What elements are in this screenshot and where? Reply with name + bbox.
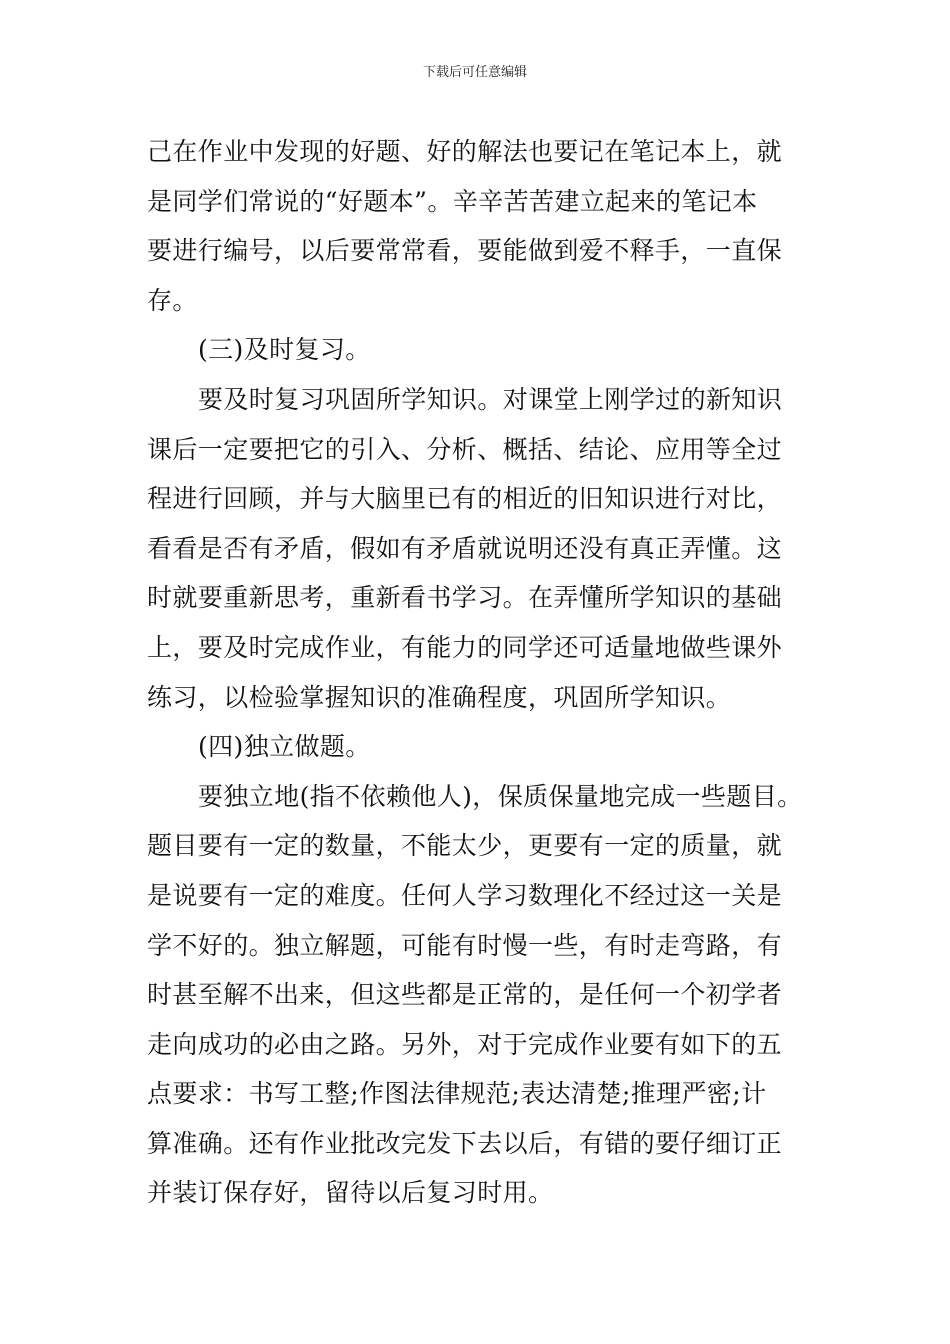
text-line: 要及时复习巩固所学知识。对课堂上刚学过的新知识 <box>198 384 783 414</box>
text-line: 并装订保存好，留待以后复习时用。 <box>147 1178 554 1208</box>
body-text <box>147 127 827 1218</box>
text-line: 看看是否有矛盾，假如有矛盾就说明还没有真正弄懂。这 <box>147 533 783 563</box>
text-line: 时甚至解不出来，但这些都是正常的，是任何一个初学者 <box>147 980 783 1010</box>
text-line: 学不好的。独立解题，可能有时慢一些，有时走弯路，有 <box>147 930 783 960</box>
text-line: 课后一定要把它的引入、分析、概括、结论、应用等全过 <box>147 434 783 464</box>
text-line: 要独立地(指不依赖他人)，保质保量地完成一些题目。 <box>198 781 803 811</box>
text-line: 题目要有一定的数量，不能太少，更要有一定的质量，就 <box>147 831 783 861</box>
text-line: 上，要及时完成作业，有能力的同学还可适量地做些课外 <box>147 632 783 662</box>
text-line: 程进行回顾，并与大脑里已有的相近的旧知识进行对比， <box>147 484 783 514</box>
section-heading: (四)独立做题。 <box>198 732 371 762</box>
text-line: 时就要重新思考，重新看书学习。在弄懂所学知识的基础 <box>147 583 783 613</box>
page-header: 下载后可任意编辑 <box>422 65 527 80</box>
text-line: 要进行编号，以后要常常看，要能做到爱不释手，一直保 <box>147 236 783 266</box>
text-line: 存。 <box>147 285 198 315</box>
text-line: 走向成功的必由之路。另外，对于完成作业要有如下的五 <box>147 1029 783 1059</box>
text-line: 是说要有一定的难度。任何人学习数理化不经过这一关是 <box>147 880 783 910</box>
section-heading: (三)及时复习。 <box>198 335 371 365</box>
text-line: 练习，以检验掌握知识的准确程度，巩固所学知识。 <box>147 682 732 712</box>
text-line: 是同学们常说的“好题本”。辛辛苦苦建立起来的笔记本 <box>147 186 758 216</box>
text-line: 点要求：书写工整;作图法律规范;表达清楚;推理严密;计 <box>147 1079 767 1109</box>
text-line: 算准确。还有作业批改完发下去以后，有错的要仔细订正 <box>147 1128 783 1158</box>
text-line: 己在作业中发现的好题、好的解法也要记在笔记本上，就 <box>147 137 783 166</box>
